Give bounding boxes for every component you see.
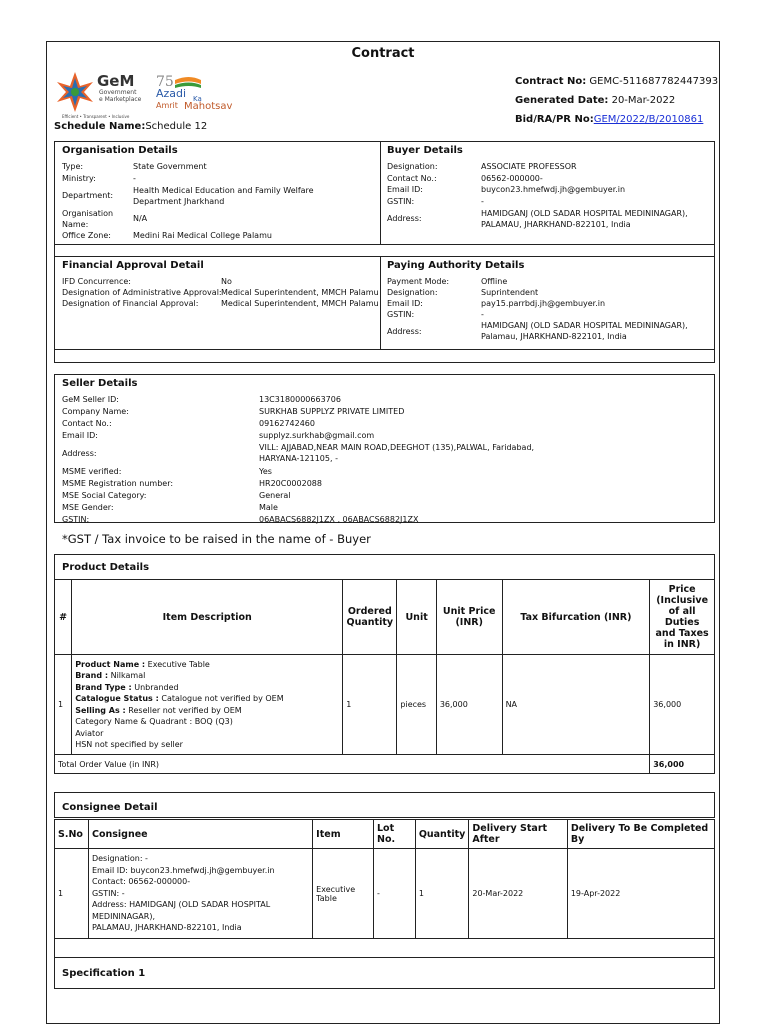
contract-meta bbox=[515, 72, 718, 129]
col-tax: Tax Bifurcation (INR) bbox=[502, 580, 650, 655]
consignee-line: PALAMAU, JHARKHAND-822101, India bbox=[91, 923, 242, 933]
col-consignee: Consignee bbox=[88, 820, 312, 849]
amrit-word: Amrit bbox=[156, 101, 178, 110]
selling-as-label: Selling As : bbox=[75, 705, 126, 715]
contract-no: GEMC-511687782447393 bbox=[589, 76, 719, 87]
seller-value: VILL: AJJABAD,NEAR MAIN ROAD,DEEGHOT (135),PALWAL, Faridabad, HARYANA-121105, - bbox=[259, 443, 535, 463]
gst-note: *GST / Tax invoice to be raised in the name of - Buyer bbox=[62, 532, 371, 546]
product-title: Product Details bbox=[62, 562, 150, 573]
org-key: Office Zone: bbox=[62, 231, 111, 241]
org-value: State Government bbox=[133, 162, 207, 172]
schedule-label: Schedule Name: bbox=[54, 121, 146, 132]
seller-key: GSTIN: bbox=[62, 514, 90, 524]
seller-value: SURKHAB SUPPLYZ PRIVATE LIMITED bbox=[259, 406, 405, 416]
schedule-value: Schedule 12 bbox=[145, 121, 208, 132]
consignee-line: GSTIN: - bbox=[91, 888, 125, 898]
brand-type-label: Brand Type : bbox=[75, 682, 132, 692]
cell-delivery-start: 20-Mar-2022 bbox=[469, 849, 567, 939]
col-delivery-start: Delivery Start After bbox=[469, 820, 567, 849]
seller-key: MSME Registration number: bbox=[62, 478, 174, 488]
consignee-table bbox=[54, 819, 715, 939]
finance-key: Designation of Administrative Approval: bbox=[62, 288, 222, 297]
product-header-row bbox=[55, 580, 715, 655]
org-title: Organisation Details bbox=[62, 145, 178, 156]
seller-value: 06ABACS6882J1ZX , 06ABACS6882J1ZX bbox=[259, 514, 419, 524]
seller-value: 09162742460 bbox=[259, 418, 315, 428]
product-table bbox=[54, 579, 715, 774]
cell-unit-price: 36,000 bbox=[436, 655, 502, 755]
azadi-number: 75 bbox=[156, 74, 174, 90]
generated-date: 20-Mar-2022 bbox=[611, 95, 676, 106]
cell-item-description bbox=[72, 655, 343, 755]
col-ordered-qty: Ordered Quantity bbox=[343, 580, 397, 655]
gem-sub1: Government bbox=[99, 89, 137, 96]
spacer-row bbox=[54, 938, 715, 958]
consignee-line: Contact: 06562-000000- bbox=[91, 877, 191, 887]
consignee-line: Email ID: buycon23.hmefwdj.jh@gembuyer.in bbox=[91, 865, 275, 875]
bid-link[interactable]: GEM/2022/B/2010861 bbox=[593, 114, 704, 125]
hsn: HSN not specified by seller bbox=[75, 740, 183, 749]
brand: Nilkamal bbox=[110, 671, 146, 680]
seller-value: 13C3180000663706 bbox=[259, 394, 341, 404]
catalogue-status-label: Catalogue Status : bbox=[75, 694, 159, 703]
col-item: Item bbox=[313, 820, 374, 849]
selling-as: Reseller not verified by OEM bbox=[128, 705, 242, 715]
seller-key: Company Name: bbox=[62, 406, 129, 416]
cell-price: 36,000 bbox=[650, 655, 715, 755]
col-sno: S.No bbox=[55, 820, 89, 849]
cell-item: Executive Table bbox=[313, 849, 374, 939]
paying-key: Email ID: bbox=[387, 299, 423, 308]
gem-azadi-logo bbox=[53, 68, 243, 124]
schedule-name bbox=[54, 121, 207, 132]
paying-key: GSTIN: bbox=[387, 310, 415, 319]
seller-key: Contact No.: bbox=[62, 418, 112, 428]
product-name: Executive Table bbox=[147, 659, 210, 669]
col-delivery-end: Delivery To Be Completed By bbox=[567, 820, 714, 849]
finance-value: No bbox=[221, 277, 232, 286]
col-quantity: Quantity bbox=[415, 820, 469, 849]
consignee-title: Consignee Detail bbox=[62, 802, 158, 813]
buyer-value: - bbox=[481, 196, 484, 206]
finance-value: Medical Superintendent, MMCH Palamu bbox=[221, 288, 379, 297]
seller-title: Seller Details bbox=[62, 378, 138, 389]
org-key: Ministry: bbox=[62, 173, 96, 183]
cell-sno: 1 bbox=[55, 849, 89, 939]
org-key: Department: bbox=[62, 191, 114, 200]
cell-consignee bbox=[88, 849, 312, 939]
cell-qty: 1 bbox=[343, 655, 397, 755]
paying-value: Suprintendent bbox=[481, 288, 539, 297]
seller-key: MSE Gender: bbox=[62, 502, 114, 512]
org-value: Medini Rai Medical College Palamu bbox=[133, 231, 272, 241]
seller-value: General bbox=[259, 490, 291, 500]
cell-unit: pieces bbox=[397, 655, 436, 755]
org-key: Type: bbox=[62, 162, 84, 172]
seller-value: HR20C0002088 bbox=[259, 478, 322, 488]
paying-title: Paying Authority Details bbox=[387, 260, 525, 271]
seller-key: MSE Social Category: bbox=[62, 490, 147, 500]
consignee-line: Address: HAMIDGANJ (OLD SADAR HOSPITAL MEDININAGAR), bbox=[91, 900, 271, 921]
total-row bbox=[55, 755, 715, 774]
aviator: Aviator bbox=[75, 728, 104, 738]
buyer-value: HAMIDGANJ (OLD SADAR HOSPITAL MEDININAGAR), PALAMAU, JHARKHAND-822101, India bbox=[481, 208, 688, 229]
seller-key: Address: bbox=[62, 448, 97, 458]
product-title-box bbox=[54, 554, 715, 580]
seller-key: MSME verified: bbox=[62, 466, 122, 476]
cell-num: 1 bbox=[55, 655, 72, 755]
consignee-header-row bbox=[55, 820, 715, 849]
generated-label: Generated Date: bbox=[515, 95, 609, 106]
buyer-value: ASSOCIATE PROFESSOR bbox=[481, 162, 577, 172]
table-row bbox=[55, 849, 715, 939]
catalogue-status: Catalogue not verified by OEM bbox=[161, 694, 284, 703]
seller-value: Yes bbox=[259, 466, 272, 476]
seller-key: GeM Seller ID: bbox=[62, 394, 119, 404]
gem-wordmark: GeM bbox=[97, 72, 135, 90]
paying-value: pay15.parrbdj.jh@gembuyer.in bbox=[481, 299, 606, 308]
finance-key: Designation of Financial Approval: bbox=[62, 299, 199, 308]
org-value: N/A bbox=[133, 214, 148, 223]
brand-label: Brand : bbox=[75, 671, 109, 680]
seller-value: Male bbox=[259, 502, 278, 512]
total-label: Total Order Value (in INR) bbox=[55, 755, 650, 774]
col-item-description: Item Description bbox=[72, 580, 343, 655]
total-value: 36,000 bbox=[650, 755, 715, 774]
contract-page bbox=[46, 41, 720, 1024]
buyer-title: Buyer Details bbox=[387, 145, 463, 156]
spacer-row bbox=[54, 349, 715, 363]
spec-title-box bbox=[54, 957, 715, 989]
cell-quantity: 1 bbox=[415, 849, 469, 939]
col-price: Price (Inclusive of all Duties and Taxes in INR) bbox=[650, 580, 715, 655]
buyer-key: Address: bbox=[387, 214, 422, 223]
table-row bbox=[55, 655, 715, 755]
brand-type: Unbranded bbox=[134, 682, 179, 692]
paying-key: Designation: bbox=[387, 288, 438, 297]
org-key: Organisation Name: bbox=[62, 208, 114, 229]
buyer-value: 06562-000000- bbox=[481, 173, 543, 183]
gem-star-icon bbox=[57, 72, 93, 112]
paying-key: Address: bbox=[387, 326, 422, 336]
org-value: - bbox=[133, 173, 136, 183]
azadi-word: Azadi bbox=[156, 87, 187, 100]
gem-sub2: e Marketplace bbox=[99, 96, 142, 103]
finance-title: Financial Approval Detail bbox=[62, 260, 204, 271]
paying-key: Payment Mode: bbox=[387, 277, 450, 286]
buyer-key: GSTIN: bbox=[387, 196, 415, 206]
buyer-key: Email ID: bbox=[387, 185, 423, 195]
org-value: Health Medical Education and Family Welfare Department Jharkhand bbox=[133, 185, 314, 206]
paying-value: HAMIDGANJ (OLD SADAR HOSPITAL MEDININAGAR), Palamau, JHARKHAND-822101, India bbox=[481, 321, 688, 341]
finance-key: IFD Concurrence: bbox=[62, 277, 131, 286]
seller-key: Email ID: bbox=[62, 430, 98, 440]
gem-tagline: Efficient • Transparent • Inclusive bbox=[62, 114, 130, 119]
paying-value: Offline bbox=[481, 277, 508, 286]
cell-delivery-end: 19-Apr-2022 bbox=[567, 849, 714, 939]
mahotsav-word: Mahotsav bbox=[184, 101, 233, 112]
ka-word: Ka bbox=[193, 95, 202, 103]
page-title: Contract bbox=[351, 46, 415, 61]
col-lot: Lot No. bbox=[374, 820, 416, 849]
product-name-label: Product Name : bbox=[75, 659, 146, 669]
cell-lot: - bbox=[374, 849, 416, 939]
col-num: # bbox=[55, 580, 72, 655]
finance-value: Medical Superintendent, MMCH Palamu bbox=[221, 299, 379, 308]
category: Category Name & Quadrant : BOQ (Q3) bbox=[75, 717, 233, 726]
paying-value: - bbox=[481, 310, 484, 319]
bid-label: Bid/RA/PR No: bbox=[515, 114, 594, 125]
col-unit-price: Unit Price (INR) bbox=[436, 580, 502, 655]
seller-value: supplyz.surkhab@gmail.com bbox=[259, 430, 375, 440]
buyer-key: Designation: bbox=[387, 162, 438, 172]
buyer-value: buycon23.hmefwdj.jh@gembuyer.in bbox=[481, 185, 626, 195]
col-unit: Unit bbox=[397, 580, 436, 655]
cell-tax: NA bbox=[502, 655, 650, 755]
spec-title: Specification 1 bbox=[62, 968, 146, 979]
consignee-line: Designation: - bbox=[91, 854, 148, 864]
buyer-key: Contact No.: bbox=[387, 173, 437, 183]
contract-no-label: Contract No: bbox=[515, 76, 587, 87]
